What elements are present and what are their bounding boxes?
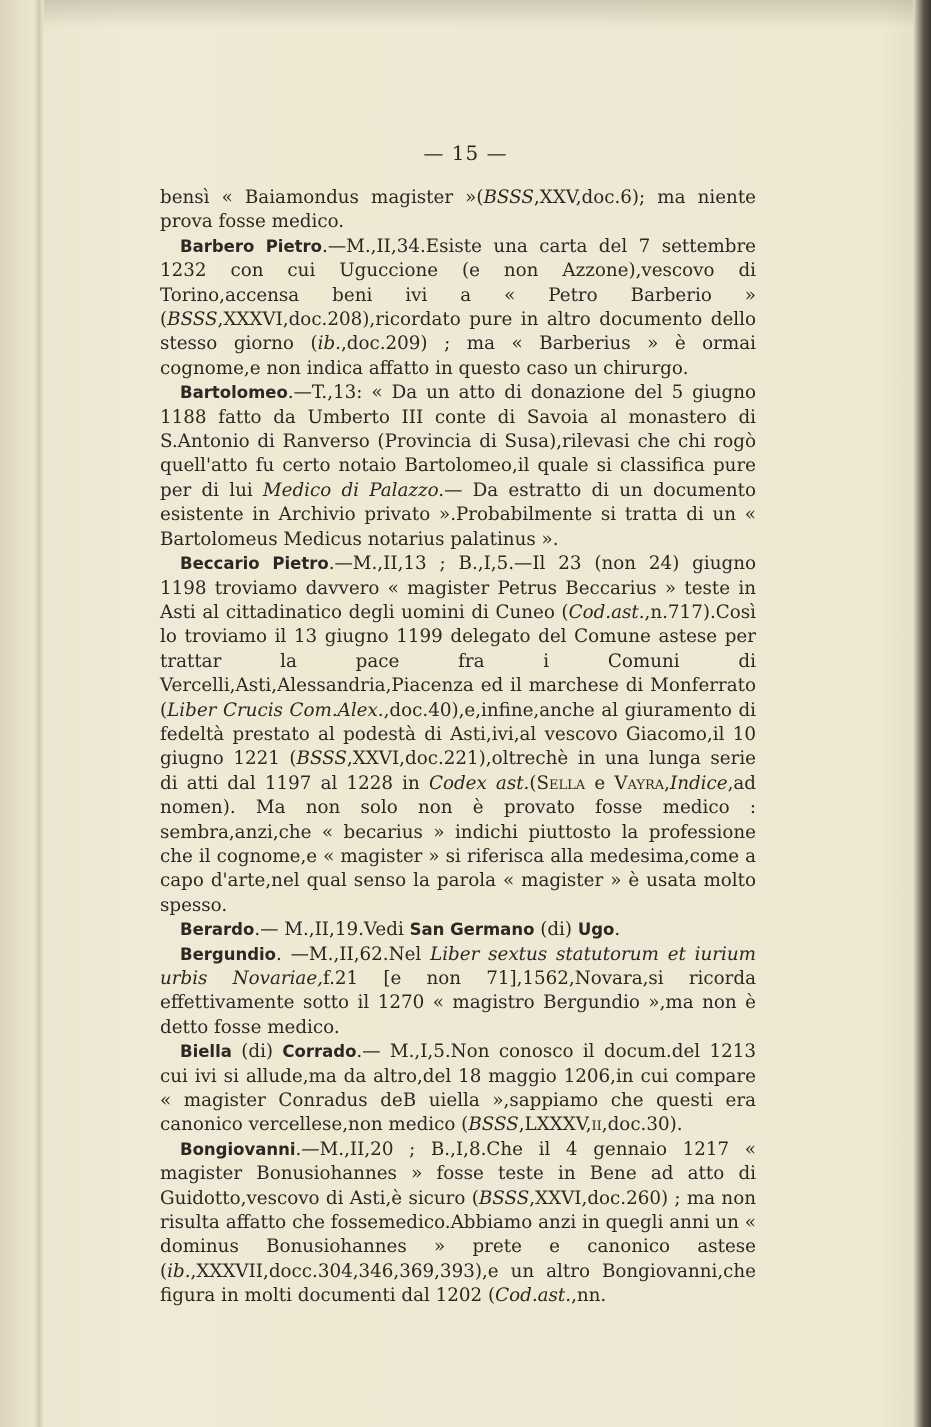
entry-headword: Bartolomeo: [180, 383, 288, 403]
page-top-shadow: [44, 0, 913, 28]
entry-beccario-pietro: [160, 552, 756, 918]
entry-bergundio: [160, 943, 756, 1041]
entry-barbero-pietro: [160, 235, 756, 381]
citation-italic: BSSS: [478, 1187, 530, 1209]
citation-italic: Indice: [669, 772, 728, 794]
text-run: e: [585, 772, 615, 794]
text-run: ,n.717).Così lo troviamo il 13 giugno 1199 delegato del Comune astese per trattar la pace fra i Comuni di Vercelli,Asti,Alessandria,Piacenza ed il marchese di Monferrato (: [160, 601, 756, 721]
text-run: .: [614, 919, 621, 941]
text-run: ,XXXVII,docc.304,346,369,393),e un altro Bongiovanni,che figura in molti documenti dal 1202 (: [160, 1260, 756, 1307]
citation-italic: BSSS: [468, 1114, 519, 1136]
text-run: ,XXVI,doc.221),oltrechè in una lunga serie di atti dal 1197 al 1228 in: [160, 748, 756, 794]
citation-italic: Codex ast.: [428, 772, 530, 794]
citation-italic: Cod.ast.: [495, 1285, 572, 1307]
text-run: .— M.,II,19.Vedi: [254, 919, 410, 941]
text-run: ,ad nomen). Ma non solo non è provato fosse medico : sembra,anzi,che « becarius » indichi piuttosto la professione che il cognome,e « magister » si riferisca alla medesima,come a capo d'arte,nel qual senso la parola « magister » è usata molto spesso.: [160, 772, 756, 916]
author-smallcaps: Vayra: [614, 772, 665, 794]
citation-italic: Cod.ast.: [568, 601, 645, 623]
text-run: .— M.,I,5.Non conosco il docum.del 1213 cui ivi si allude,ma da altro,del 18 maggio 1206,in cui compare « magister Conradus deB uiella »,sappiamo che questi era canonico vercellese,non medico (: [160, 1041, 756, 1136]
text-run: f.21 [e non 71],1562,Novara,si ricorda effettivamente sotto il 1270 « magistro Bergundio »,ma non è detto fosse medico.: [160, 968, 756, 1038]
entry-headword: Barbero Pietro: [180, 236, 323, 256]
text-run: .—T.,13: « Da un atto di donazione del 5 giugno 1188 fatto da Umberto III conte di Savoia al monastero di S.Antonio di Ranverso (Provincia di Susa),rilevasi che chi rogò quell'atto fu certo notaio Bartolomeo,il quale si classifica pure per di lui: [160, 382, 756, 501]
text-run: bensì « Baiamondus magister »(: [160, 187, 484, 208]
entry-headword: Bongiovanni: [180, 1139, 296, 1159]
cross-reference: Ugo: [577, 920, 615, 940]
text-run: — Da estratto di un documento esistente in Archivio privato ».Probabilmente si tratta di un « Bartolomeus Medicus notarius palatinus ».: [160, 479, 756, 550]
author-smallcaps: Sella: [536, 772, 586, 794]
entry-headword: Berardo: [180, 920, 255, 940]
text-run: .—M.,II,20 ; B.,I,8.Che il 4 gennaio 1217 « magister Bonusiohannes » fosse teste in Bene ad atto di Guidotto,vescovo di Asti,è sicuro (: [160, 1138, 756, 1209]
citation-italic: BSSS: [167, 309, 218, 331]
body-text: [160, 186, 756, 1309]
text-run: ,doc.30).: [601, 1114, 683, 1136]
text-run: ,LXXXV,: [518, 1114, 592, 1136]
citation-italic: ib.: [317, 333, 341, 355]
citation-italic: Medico di Palazzo.: [262, 479, 445, 501]
text-run: ,XXVI,doc.260) ; ma non risulta affatto che fossemedico.Abbiamo anzi in quegli anni un « dominus Bonusiohannes » prete e canonico astese (: [160, 1187, 756, 1282]
page-number: — 15 —: [423, 141, 508, 165]
text-run: (di): [534, 919, 578, 941]
citation-italic: BSSS: [296, 748, 347, 770]
citation-italic: BSSS: [483, 187, 534, 208]
text-run: ,nn.: [571, 1285, 607, 1307]
entry-bartolomeo: [160, 381, 756, 552]
text-run: ,XXXVI,doc.208),ricordato pure in altro documento dello stesso giorno (: [160, 309, 756, 355]
entry-headword: Corrado: [282, 1042, 357, 1062]
text-run: .—M.,II,34.Esiste una carta del 7 settembre 1232 con cui Uguccione (e non Azzone),vescovo di Torino,accensa beni ivi a « Petro Barberio » (: [160, 235, 757, 331]
text-run: (: [529, 772, 537, 794]
page-right-edge: [913, 0, 931, 1427]
text-run: ,doc.40),e,infine,anche al giuramento di fedeltà prestato al podestà di Asti,ivi,al vescovo Giacomo,il 10 giugno 1221 (: [160, 699, 756, 770]
volume-smallcaps: ii: [591, 1114, 602, 1136]
citation-italic: ib.: [167, 1260, 191, 1282]
text-run: (di): [231, 1041, 283, 1063]
entry-berardo: [160, 918, 756, 942]
entry-headword: Biella: [180, 1042, 232, 1062]
citation-italic: Liber Crucis Com.Alex.: [167, 699, 384, 721]
citation-italic: Liber sextus statutorum et iurium urbis Novariae,: [160, 943, 756, 989]
entry-headword: Beccario Pietro: [180, 554, 329, 574]
cross-reference: San Germano: [409, 920, 535, 940]
text-run: .—M.,II,13 ; B.,I,5.—Il 23 (non 24) giugno 1198 troviamo davvero « magister Petrus Beccarius » teste in Asti al cittadinatico degli uomini di Cuneo (: [160, 553, 756, 623]
entry-headword: Bergundio: [180, 944, 277, 964]
text-run: ,: [664, 772, 670, 794]
paragraph-intro: [160, 186, 756, 235]
text-run: ,XXV,doc.6); ma niente prova fosse medico.: [160, 187, 756, 233]
entry-biella-corrado: [160, 1040, 756, 1138]
entry-bongiovanni: [160, 1138, 756, 1309]
page-gutter: [34, 0, 44, 1427]
text-run: . —M.,II,62.Nel: [276, 943, 431, 965]
text-run: ,doc.209) ; ma « Barberius » è ormai cognome,e non indica affatto in questo caso un chirurgo.: [160, 333, 757, 379]
